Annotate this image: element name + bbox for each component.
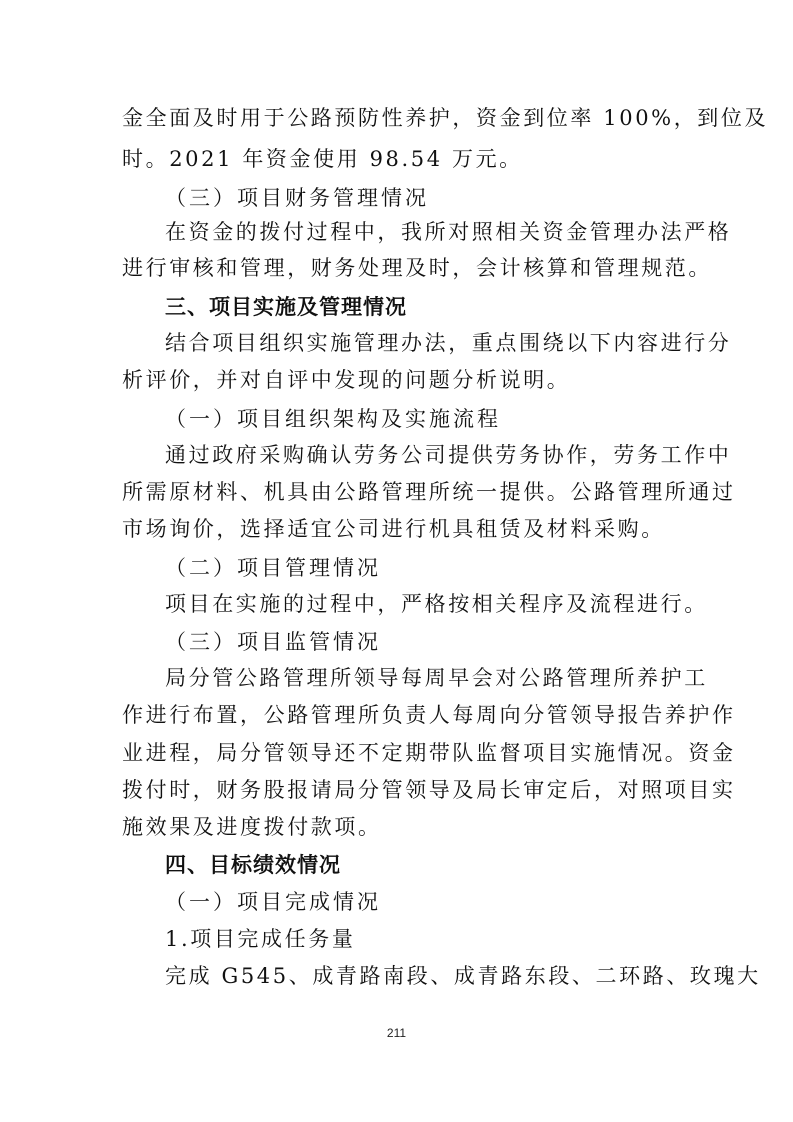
paragraph-line: 通过政府采购确认劳务公司提供劳务协作，劳务工作中 bbox=[165, 443, 732, 467]
subsection-heading-task-volume: 1.项目完成任务量 bbox=[165, 927, 356, 951]
chapter-heading-implementation: 三、项目实施及管理情况 bbox=[165, 295, 407, 319]
paragraph-line: 结合项目组织实施管理办法，重点围绕以下内容进行分 bbox=[165, 331, 732, 355]
paragraph-line: 析评价，并对自评中发现的问题分析说明。 bbox=[122, 368, 571, 392]
paragraph-line: 完成 G545、成青路南段、成青路东段、二环路、玫瑰大 bbox=[165, 964, 761, 988]
paragraph-line: 拨付时，财务股报请局分管领导及局长审定后，对照项目实 bbox=[122, 778, 736, 802]
paragraph-line: 金全面及时用于公路预防性养护，资金到位率 100%，到位及 bbox=[122, 106, 769, 130]
section-heading-organization: （一）项目组织架构及实施流程 bbox=[165, 407, 501, 431]
paragraph-line: 市场询价，选择适宜公司进行机具租赁及材料采购。 bbox=[122, 517, 665, 541]
paragraph-line: 局分管公路管理所领导每周早会对公路管理所养护工 bbox=[165, 666, 708, 690]
chapter-heading-performance: 四、目标绩效情况 bbox=[165, 853, 341, 877]
section-heading-management: （二）项目管理情况 bbox=[165, 556, 381, 580]
paragraph-line: 在资金的拨付过程中，我所对照相关资金管理办法严格 bbox=[165, 220, 732, 244]
paragraph-line: 作进行布置，公路管理所负责人每周向分管领导报告养护作 bbox=[122, 703, 736, 727]
paragraph-line: 进行审核和管理，财务处理及时，会计核算和管理规范。 bbox=[122, 256, 712, 280]
paragraph-line: 所需原材料、机具由公路管理所统一提供。公路管理所通过 bbox=[122, 480, 736, 504]
paragraph-line: 项目在实施的过程中，严格按相关程序及流程进行。 bbox=[165, 592, 708, 616]
paragraph-line: 施效果及进度拨付款项。 bbox=[122, 815, 382, 839]
paragraph-line: 时。2021 年资金使用 98.54 万元。 bbox=[122, 147, 523, 171]
section-heading-completion: （一）项目完成情况 bbox=[165, 890, 381, 914]
section-heading-finance: （三）项目财务管理情况 bbox=[165, 186, 429, 210]
paragraph-line: 业进程，局分管领导还不定期带队监督项目实施情况。资金 bbox=[122, 741, 736, 765]
section-heading-supervision: （三）项目监管情况 bbox=[165, 630, 381, 654]
page-number: 211 bbox=[386, 1026, 407, 1040]
